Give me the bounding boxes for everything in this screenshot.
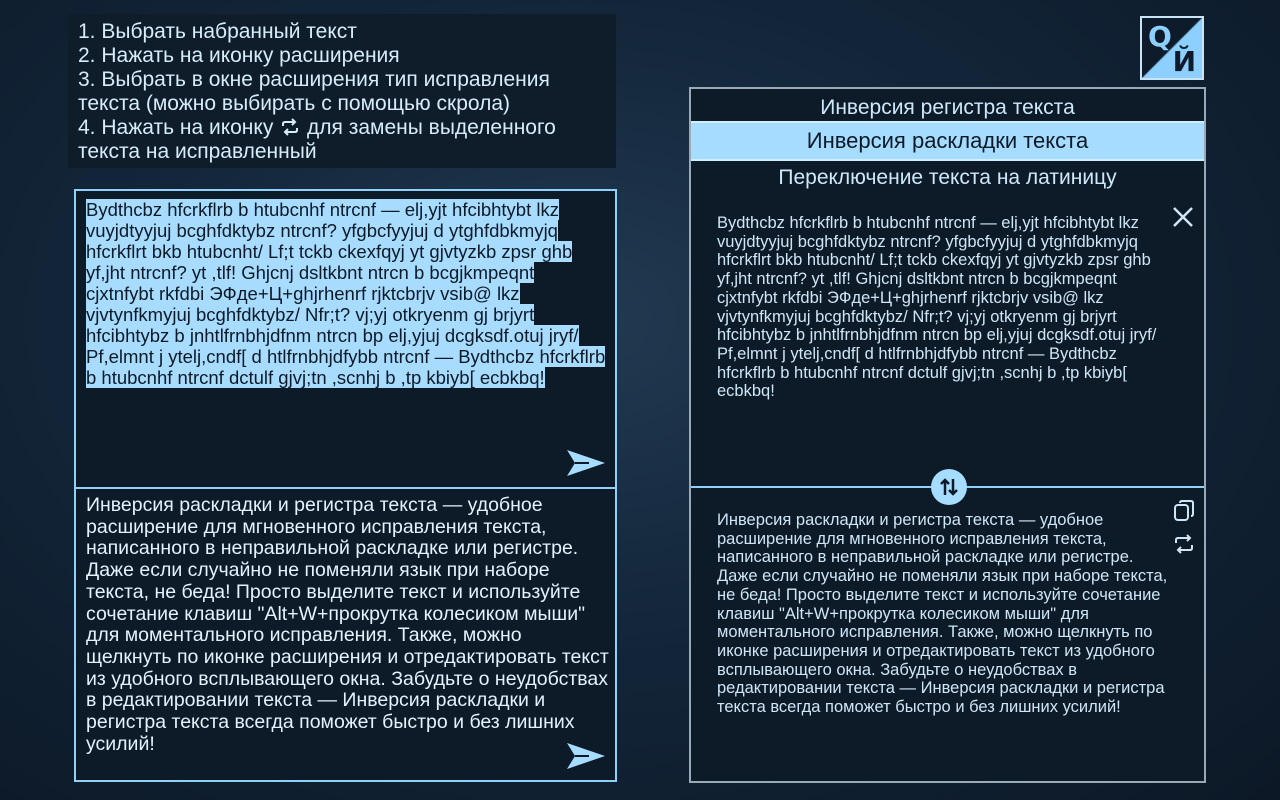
result-text[interactable]: Инверсия раскладки и регистра текста — удобное расширение для мгновенного исправления текста, написанного в неправильной раскладке или регистре. Даже если случайно не поменяли язык при наборе текста, не беда! Просто выделите текст и используйте сочетание клавиш "Alt+W+прокрутка колесиком мыши" для моментального исправления. Также, можно щелкнуть по иконке расширения и отредактировать текст из удобного всплывающего окна. Забудьте о неудобствах в редактировании текста — Инверсия раскладки и регистра текста всегда поможет быстро и без лишних усилий! [717, 511, 1168, 717]
instruction-step-1: 1. Выбрать набранный текст [78, 20, 357, 43]
swap-arrows-icon [931, 469, 967, 505]
instruction-step-4 [78, 116, 606, 164]
selected-text[interactable]: Bydthcbz hfcrkflrb b htubcnhf ntrcnf — elj,yjt hfcibhtybt lkz vuyjdtyyjuj bcghfdktybz ntrcnf? yfgbcfyyjuj d ytghfdbkmyjq hfcrkflrt bkb htubcnht/ Lf;t tckb ckexfqyj yt gjvtyzkb zpsr ghb yf,jht ntrcnf? yt ,tlf! Ghjcnj dsltkbnt ntrcn b bcgjkmpeqnt cjxtnfybt rkfdbi ЭФде+Ц+ghjrhenrf rjktcbrjv vsib@ lkz vjvtynfkmyjuj bcghfdktybz/ Nfr;t? vj;yj otkryenm gj brjyrt hfcibhtybz b jnhtlfrnbhjdfnm ntrcn bp elj,yjuj dcgksdf.otuj jryf/ Pf,elmnt j ytelj,cndf[ d htlfrnbhjdfybb ntrcnf — Bydthcbz hfcrkflrb b htubcnhf ntrcnf dctulf gjvj;tn ,scnhj b ,tp kbiyb[ ecbkbq! [86, 199, 606, 388]
instruction-step-3: 3. Выбрать в окне расширения тип исправления текста (можно выбирать с помощью скрола) [78, 68, 550, 115]
replace-icon [279, 118, 301, 136]
logo-letter-q: Q [1148, 20, 1172, 53]
selected-text-block[interactable] [86, 199, 606, 388]
extension-logo-icon[interactable] [1140, 16, 1204, 80]
copy-icon[interactable] [1173, 499, 1195, 523]
send-icon[interactable] [565, 447, 607, 479]
source-text[interactable]: Bydthcbz hfcrkflrb b htubcnhf ntrcnf — elj,yjt hfcibhtybt lkz vuyjdtyyjuj bcghfdktybz ntrcnf? yfgbcfyyjuj d ytghfdbkmyjq hfcrkflrt bkb htubcnht/ Lf;t tckb ckexfqyj yt gjvtyzkb zpsr ghb yf,jht ntrcnf? yt ,tlf! Ghjcnj dsltkbnt ntrcn b bcgjkmpeqnt cjxtnfybt rkfdbi ЭФде+Ц+ghjrhenrf rjktcbrjv vsib@ lkz vjvtynfkmyjuj bcghfdktybz/ Nfr;t? vj;yj otkryenm gj brjyrt hfcibhtybz b jnhtlfrnbhjdfnm ntrcn bp elj,yjuj dcgksdf.otuj jryf/ Pf,elmnt j ytelj,cndf[ d htlfrnbhjdfybb ntrcnf — Bydthcbz hfcrkflrb b htubcnhf ntrcnf dctulf gjvj;tn ,scnhj b ,tp kbiyb[ ecbkbq! [717, 214, 1157, 401]
extension-popup [689, 87, 1206, 783]
logo-letter-y: Й [1172, 45, 1196, 78]
info-text[interactable]: Инверсия раскладки и регистра текста — удобное расширение для мгновенного исправления текста, написанного в неправильной раскладке или регистре. Даже если случайно не поменяли язык при наборе текста, не беда! Просто выделите текст и используйте сочетание клавиш "Alt+W+прокрутка колесиком мыши" для моментального исправления. Также, можно щелкнуть по иконке расширения и отредактировать текст из удобного всплывающего окна. Забудьте о неудобствах в редактировании текста — Инверсия раскладки и регистра текста всегда поможет быстро и без лишних усилий! [86, 494, 609, 755]
instruction-step-4-start: 4. Нажать на иконку [78, 116, 274, 139]
swap-icon[interactable] [931, 469, 967, 505]
send-icon[interactable] [565, 740, 607, 772]
instructions-panel [68, 14, 616, 168]
instruction-step-4-end: для замены выделенного текста на исправленный [78, 116, 556, 163]
info-text-area[interactable] [76, 489, 615, 780]
replace-icon[interactable] [1173, 533, 1195, 555]
selected-text-area[interactable] [76, 191, 615, 489]
mode-invert-case[interactable]: Инверсия регистра текста [820, 96, 1075, 119]
mode-latin[interactable]: Переключение текста на латиницу [778, 166, 1117, 189]
left-editor-panel [74, 189, 617, 782]
close-icon[interactable] [1171, 205, 1195, 229]
instruction-step-2: 2. Нажать на иконку расширения [78, 44, 400, 67]
mode-invert-layout[interactable]: Инверсия раскладки текста [691, 121, 1204, 161]
